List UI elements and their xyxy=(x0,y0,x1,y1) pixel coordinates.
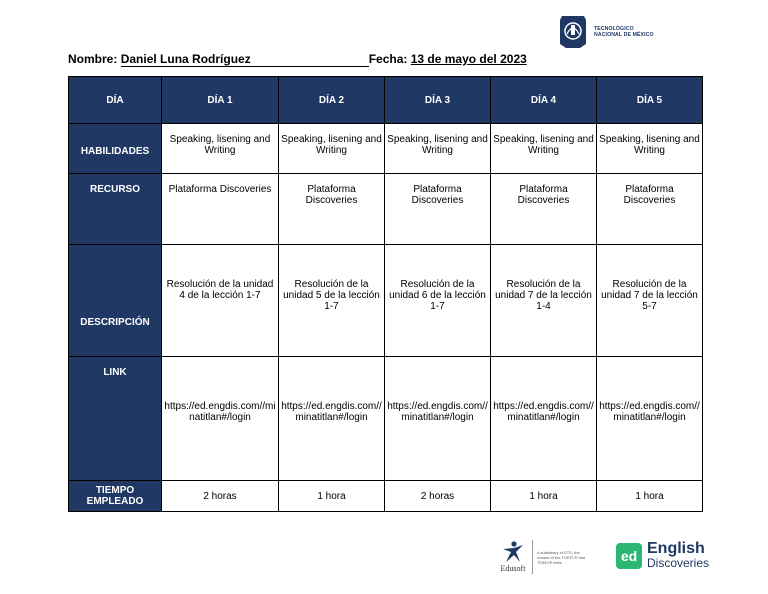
cell-text: Plataforma Discoveries xyxy=(517,184,570,206)
tecnm-logo xyxy=(558,14,654,50)
corner-header: DÍA xyxy=(69,77,162,124)
row-descripcion xyxy=(69,245,703,357)
table-cell xyxy=(597,245,703,357)
row-label-link: LINK xyxy=(69,357,162,481)
schedule-table xyxy=(68,76,703,512)
row-tiempo xyxy=(69,481,703,512)
edusoft-tagline: A subsidiary of ETS, the creator of the TOEFL® and TOEIC® tests xyxy=(537,549,586,565)
table-cell xyxy=(162,245,279,357)
table-cell xyxy=(491,357,597,481)
name-value: Daniel Luna Rodríguez xyxy=(121,53,369,67)
row-habilidades xyxy=(69,124,703,174)
tecnm-wordmark xyxy=(594,26,654,39)
cell-text: Plataforma Discoveries xyxy=(305,184,358,206)
table-header-row xyxy=(69,77,703,124)
link-text: https://ed.engdis.com//minatitlan#/login xyxy=(493,401,594,423)
day-header: DÍA 3 xyxy=(385,77,491,124)
day-header: DÍA 1 xyxy=(162,77,279,124)
cell-text: Plataforma Discoveries xyxy=(168,184,272,195)
row-label-habilidades: HABILIDADES xyxy=(69,124,162,174)
table-cell xyxy=(597,124,703,174)
logo-divider xyxy=(532,540,533,574)
cell-text: Resolución de la unidad 4 de la lección 1-7 xyxy=(166,279,274,301)
table-cell: 2 horas xyxy=(162,481,279,512)
day-header: DÍA 5 xyxy=(597,77,703,124)
cell-text: Speaking, lisening and Writing xyxy=(387,134,488,156)
name-label: Nombre: xyxy=(68,52,118,66)
table-cell xyxy=(279,174,385,245)
edusoft-figure-icon xyxy=(500,541,526,563)
cell-text: Resolución de la unidad 7 de la lección 5-7 xyxy=(601,279,698,312)
ed-line1: English xyxy=(647,540,705,557)
cell-text: Speaking, lisening and Writing xyxy=(493,134,594,156)
cell-text: Plataforma Discoveries xyxy=(623,184,676,206)
table-cell xyxy=(385,124,491,174)
table-cell: 2 horas xyxy=(385,481,491,512)
row-label-recurso: RECURSO xyxy=(69,174,162,245)
date-value: 13 de mayo del 2023 xyxy=(410,52,527,66)
table-cell xyxy=(279,245,385,357)
row-link xyxy=(69,357,703,481)
row-label-descripcion: DESCRIPCIÓN xyxy=(69,245,162,357)
form-header xyxy=(68,52,527,67)
table-cell xyxy=(385,245,491,357)
link-text: https://ed.engdis.com//minatitlan#/login xyxy=(164,401,276,423)
tecnm-line1: TECNOLÓGICO xyxy=(594,25,634,32)
ed-badge-icon: ed xyxy=(616,543,642,569)
table-cell xyxy=(279,124,385,174)
cell-text: Speaking, lisening and Writing xyxy=(169,134,271,156)
cell-text: Resolución de la unidad 6 de la lección 1-7 xyxy=(389,279,486,312)
table-cell xyxy=(385,174,491,245)
cell-text: Resolución de la unidad 5 de la lección 1-7 xyxy=(283,279,380,312)
edusoft-wordmark: Edusoft xyxy=(500,564,526,573)
table-cell xyxy=(597,357,703,481)
cell-text: Speaking, lisening and Writing xyxy=(281,134,382,156)
edusoft-logo xyxy=(500,540,593,574)
edusoft-mark xyxy=(500,541,526,573)
table-cell xyxy=(491,174,597,245)
english-discoveries-logo xyxy=(616,542,709,570)
cell-text: Plataforma Discoveries xyxy=(411,184,464,206)
table-cell: 1 hora xyxy=(491,481,597,512)
ed-line2: Discoveries xyxy=(647,556,710,570)
ed-wordmark xyxy=(647,542,709,570)
table-cell xyxy=(162,357,279,481)
table-cell xyxy=(162,174,279,245)
table-cell xyxy=(385,357,491,481)
link-text: https://ed.engdis.com//minatitlan#/login xyxy=(387,401,488,423)
table-cell xyxy=(491,124,597,174)
cell-text: Speaking, lisening and Writing xyxy=(599,134,700,156)
table-cell xyxy=(491,245,597,357)
row-recurso xyxy=(69,174,703,245)
table-cell: 1 hora xyxy=(279,481,385,512)
table-cell xyxy=(162,124,279,174)
date-label: Fecha: xyxy=(368,52,408,66)
link-text: https://ed.engdis.com//minatitlan#/login xyxy=(599,401,700,423)
link-text: https://ed.engdis.com//minatitlan#/login xyxy=(281,401,382,423)
cell-text: Resolución de la unidad 7 de la lección 1-4 xyxy=(495,279,592,312)
table-cell xyxy=(279,357,385,481)
day-header: DÍA 4 xyxy=(491,77,597,124)
tecnm-emblem-icon xyxy=(558,14,588,50)
tecnm-line2: NACIONAL DE MÉXICO xyxy=(594,32,654,38)
table-cell: 1 hora xyxy=(597,481,703,512)
row-label-tiempo: TIEMPO EMPLEADO xyxy=(69,481,162,512)
table-cell xyxy=(597,174,703,245)
day-header: DÍA 2 xyxy=(279,77,385,124)
